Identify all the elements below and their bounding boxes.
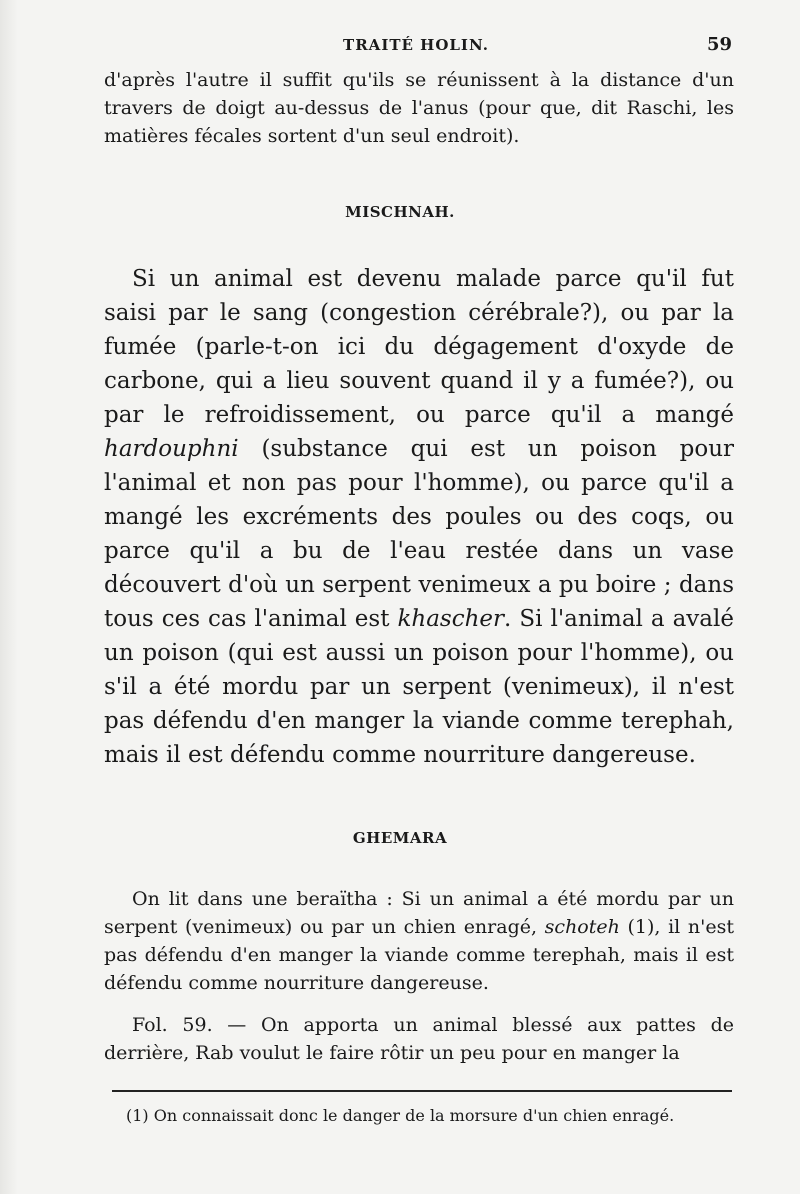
continued-paragraph xyxy=(104,66,734,150)
running-head xyxy=(100,36,732,60)
footnote xyxy=(104,1103,734,1128)
hardouphni-term: hardouphni xyxy=(104,436,239,462)
schoteh-term: schoteh xyxy=(544,916,620,938)
khascher-term: khascher xyxy=(397,606,505,632)
page-number: 59 xyxy=(706,34,732,55)
ghemara-text-1: On lit dans une beraïtha : Si un animal a été mordu par un serpent (venimeux) ou par un chien enragé, xyxy=(104,888,734,938)
mischnah-text-3: . Si l'animal a avalé un poison (qui est aussi un poison pour l'homme), ou s'il a été mordu par un serpent (venimeux), il n'est pas défendu d'en manger la viande comme terephah, mais il est défendu comme nourriture dangereuse. xyxy=(104,606,734,768)
ghemara-paragraph-1 xyxy=(104,885,734,997)
mischnah-text-2: (substance qui est un poison pour l'animal et non pas pour l'homme), ou parce qu'il a mangé les excréments des poules ou des coqs, ou parce qu'il a bu de l'eau restée dans un vase découvert d'où un serpent venimeux a pu boire ; dans tous ces cas l'animal est xyxy=(104,436,734,632)
folio-reference-text: Fol. 59. — On apporta un animal blessé aux pattes de derrière, Rab voulut le faire rôtir un peu pour en manger la xyxy=(104,1014,734,1064)
ghemara-paragraph-2 xyxy=(104,1011,734,1067)
footnote-rule xyxy=(112,1090,732,1092)
running-title: TRAITÉ HOLIN. xyxy=(343,36,489,54)
ghemara-text-2: (1), il n'est pas défendu d'en manger la viande comme terephah, mais il est défendu comme nourriture dangereuse. xyxy=(104,916,734,994)
footnote-text: (1) On connaissait donc le danger de la morsure d'un chien enragé. xyxy=(126,1106,675,1125)
mischnah-paragraph xyxy=(104,262,734,772)
continued-paragraph-text: d'après l'autre il suffit qu'ils se réunissent à la distance d'un travers de doigt au-dessus de l'anus (pour que, dit Raschi, les matières fécales sortent d'un seul endroit). xyxy=(104,69,734,147)
mischnah-text-1: Si un animal est devenu malade parce qu'il fut saisi par le sang (congestion cérébrale?), ou par la fumée (parle-t-on ici du dégagement d'oxyde de carbone, qui a lieu souvent quand il y a fumée?), ou par le refroidissement, ou parce qu'il a mangé xyxy=(104,266,734,428)
mischnah-heading: MISCHNAH. xyxy=(345,203,455,221)
ghemara-heading: GHEMARA xyxy=(352,829,448,847)
